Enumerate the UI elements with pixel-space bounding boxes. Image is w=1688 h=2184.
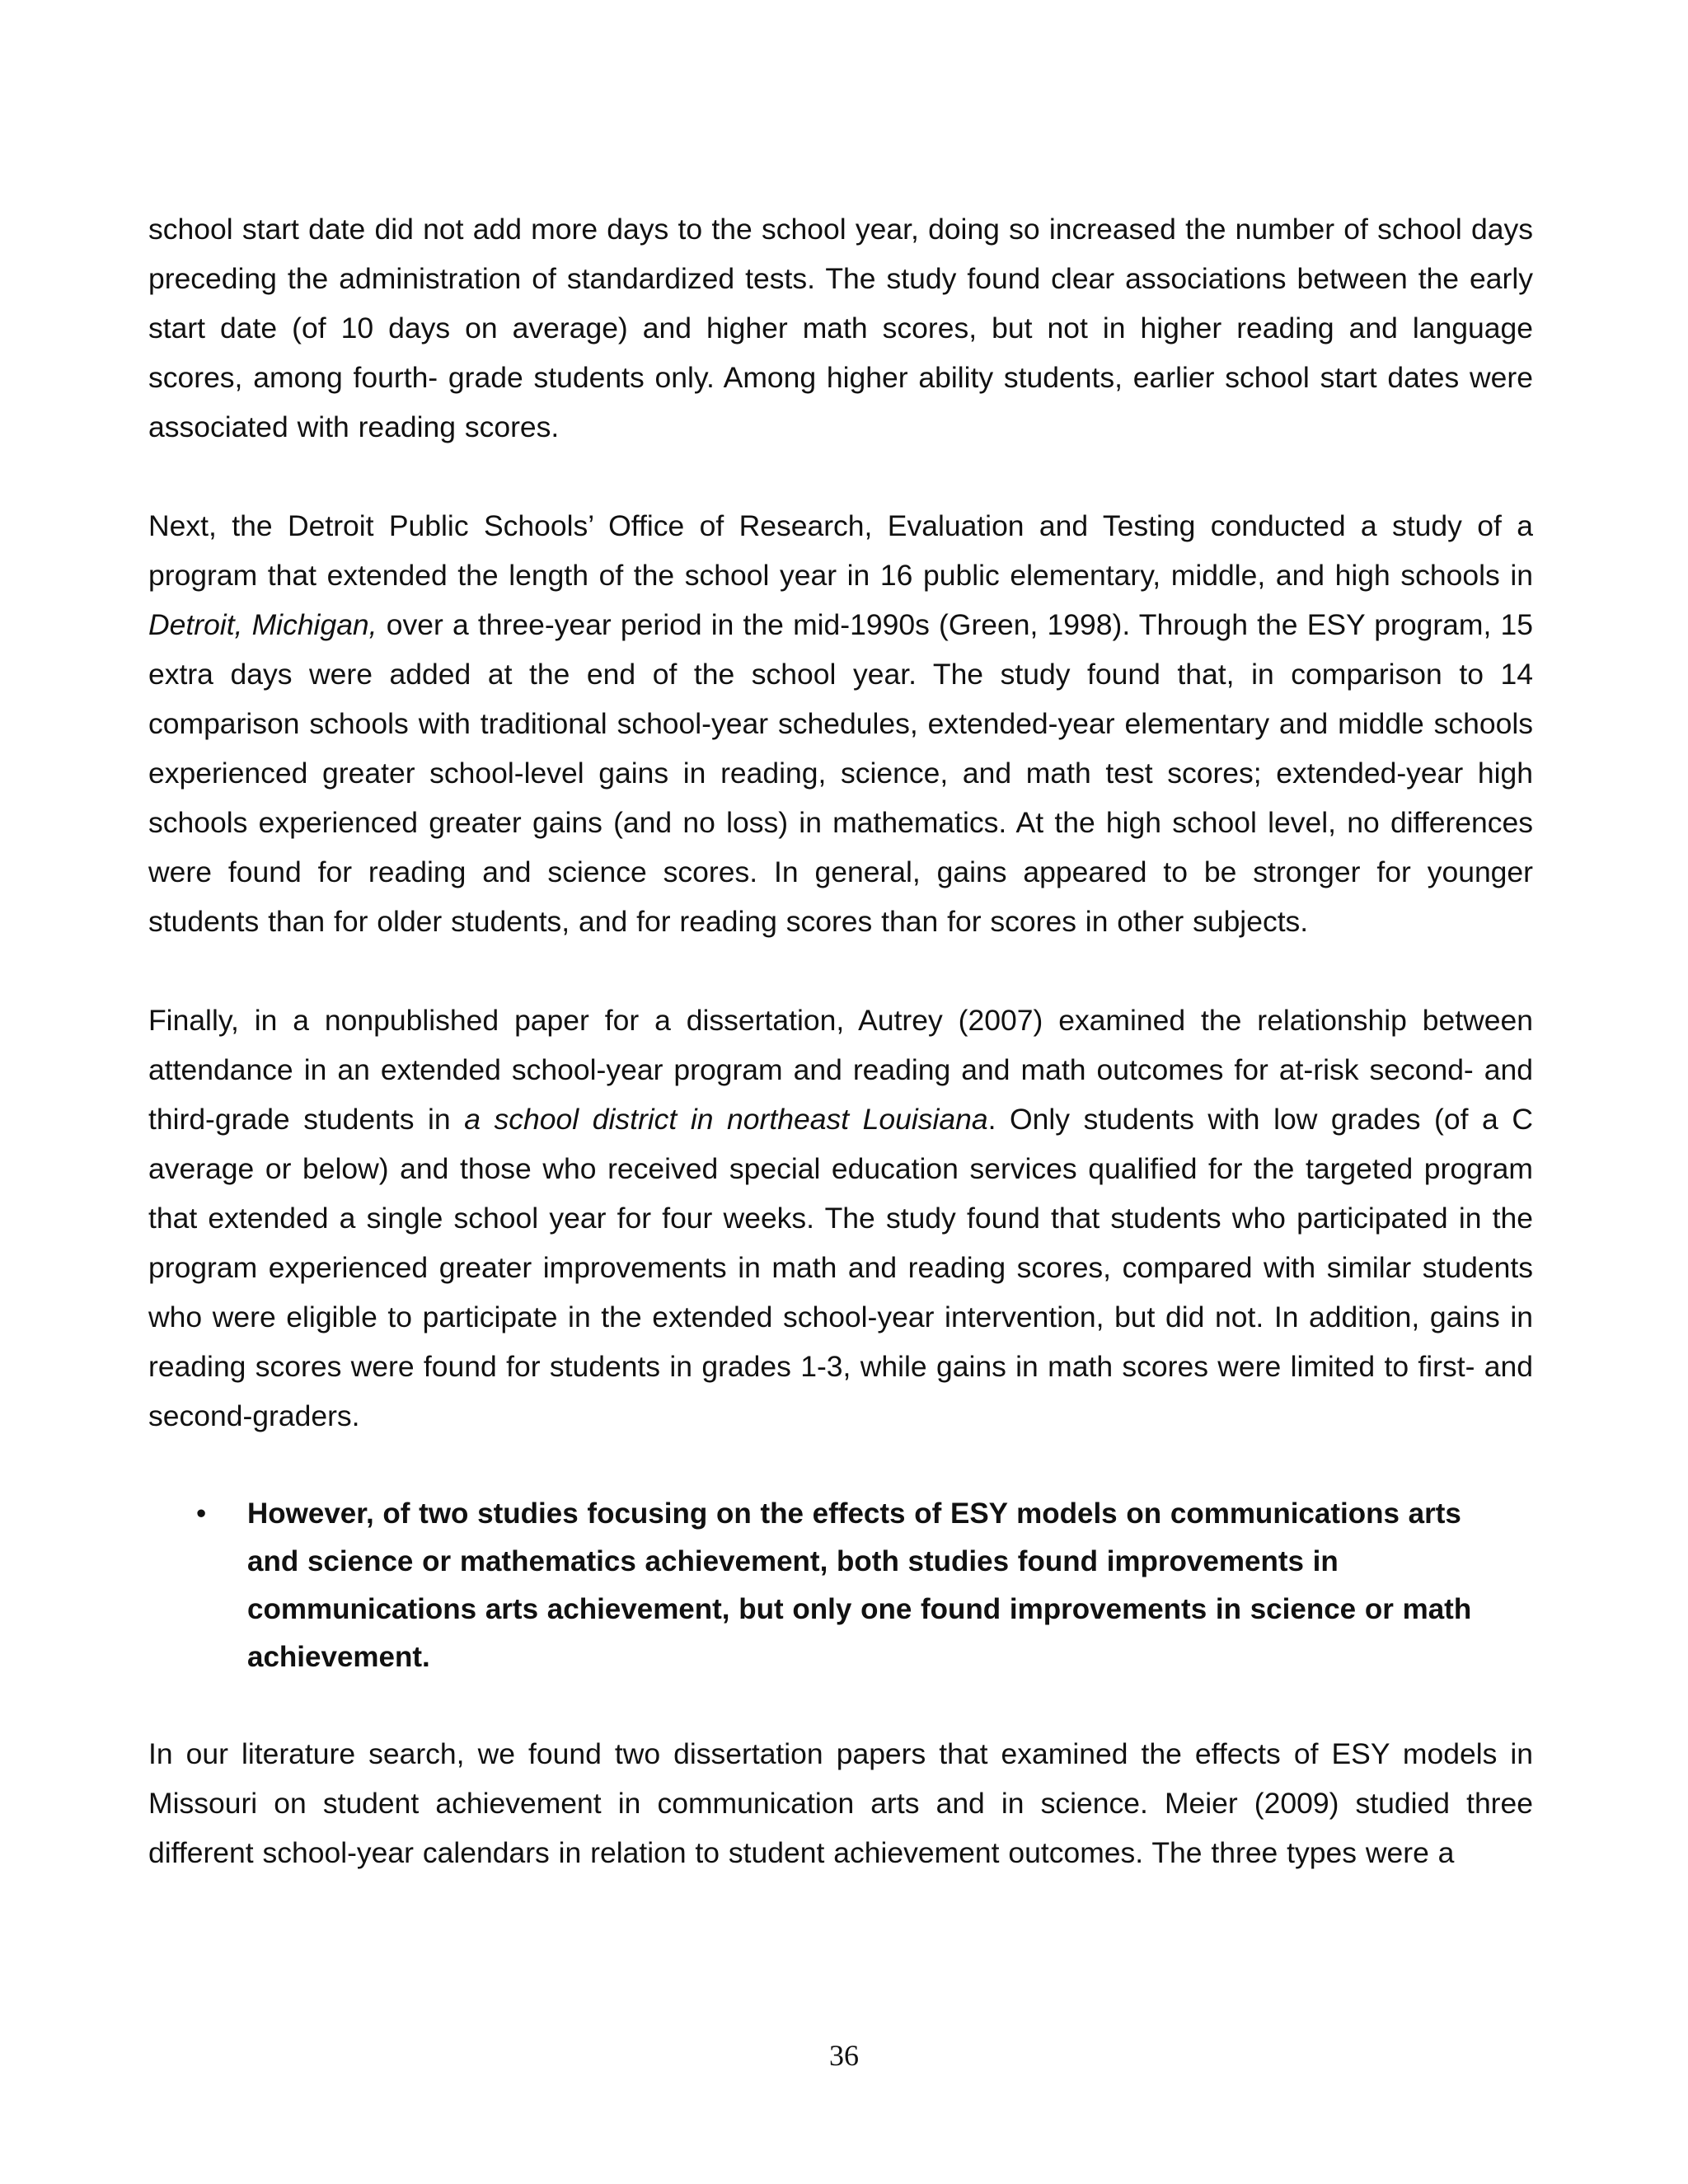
- paragraph-missouri-dissertations: [148, 1729, 1533, 1877]
- paragraph-text-before-italic: Finally, in a nonpublished paper for a dissertation, Autrey (2007) examined the relationship between attendance in an extended school-year program and reading and math outcomes for at-risk second- and third-grade students in: [148, 1004, 1533, 1136]
- paragraph-autrey-study: [148, 996, 1533, 1441]
- paragraph-text-after-italic: over a three-year period in the mid-1990s (Green, 1998). Through the ESY program, 15 extra days were added at the end of the school year. The study found that, in comparison to 14 comparison schools with traditional school-year schedules, extended-year elementary and middle schools experienced greater school-level gains in reading, science, and math test scores; extended-year high schools experienced greater gains (and no loss) in mathematics. At the high school level, no differences were found for reading and science scores. In general, gains appeared to be stronger for younger students than for older students, and for reading scores than for scores in other subjects.: [148, 608, 1534, 938]
- paragraph-text: In our literature search, we found two dissertation papers that examined the effects of ESY models in Missouri on student achievement in communication arts and in science. Meier (2009) studied three different school-year calendars in relation to student achievement outcomes. The three types were a: [148, 1737, 1533, 1869]
- paragraph-text: school start date did not add more days to the school year, doing so increased the number of school days preceding the administration of standardized tests. The study found clear associations between the early start date (of 10 days on average) and higher math scores, but not in higher reading and language scores, among fourth- grade students only. Among higher ability students, earlier school start dates were associated with reading scores.: [148, 213, 1533, 443]
- bullet-text: However, of two studies focusing on the effects of ESY models on communications arts and science or mathematics achievement, both studies found improvements in communications arts achievement, but only one found improvements in science or math achievement.: [247, 1497, 1472, 1673]
- paragraph-detroit-study: [148, 501, 1533, 946]
- paragraph-text-before-italic: Next, the Detroit Public Schools’ Office of Research, Evaluation and Testing conducted a study of a program that extended the length of the school year in 16 public elementary, middle, and high schools in: [148, 509, 1533, 592]
- bullet-point-summary: [148, 1490, 1533, 1681]
- italic-location: a school district in northeast Louisiana: [464, 1103, 988, 1136]
- bullet-icon: •: [196, 1497, 207, 1530]
- italic-location: Detroit, Michigan,: [148, 608, 377, 641]
- page-number: 36: [829, 2039, 859, 2072]
- page-body: [148, 204, 1533, 1877]
- paragraph-early-start-date: [148, 204, 1533, 452]
- paragraph-text-after-italic: . Only students with low grades (of a C average or below) and those who received special education services qualified for the targeted program that extended a single school year for four weeks. The study found that students who participated in the program experienced greater improvements in math and reading scores, compared with similar students who were eligible to participate in the extended school-year intervention, but did not. In addition, gains in reading scores were found for students in grades 1-3, while gains in math scores were limited to first- and second-graders.: [148, 1103, 1533, 1432]
